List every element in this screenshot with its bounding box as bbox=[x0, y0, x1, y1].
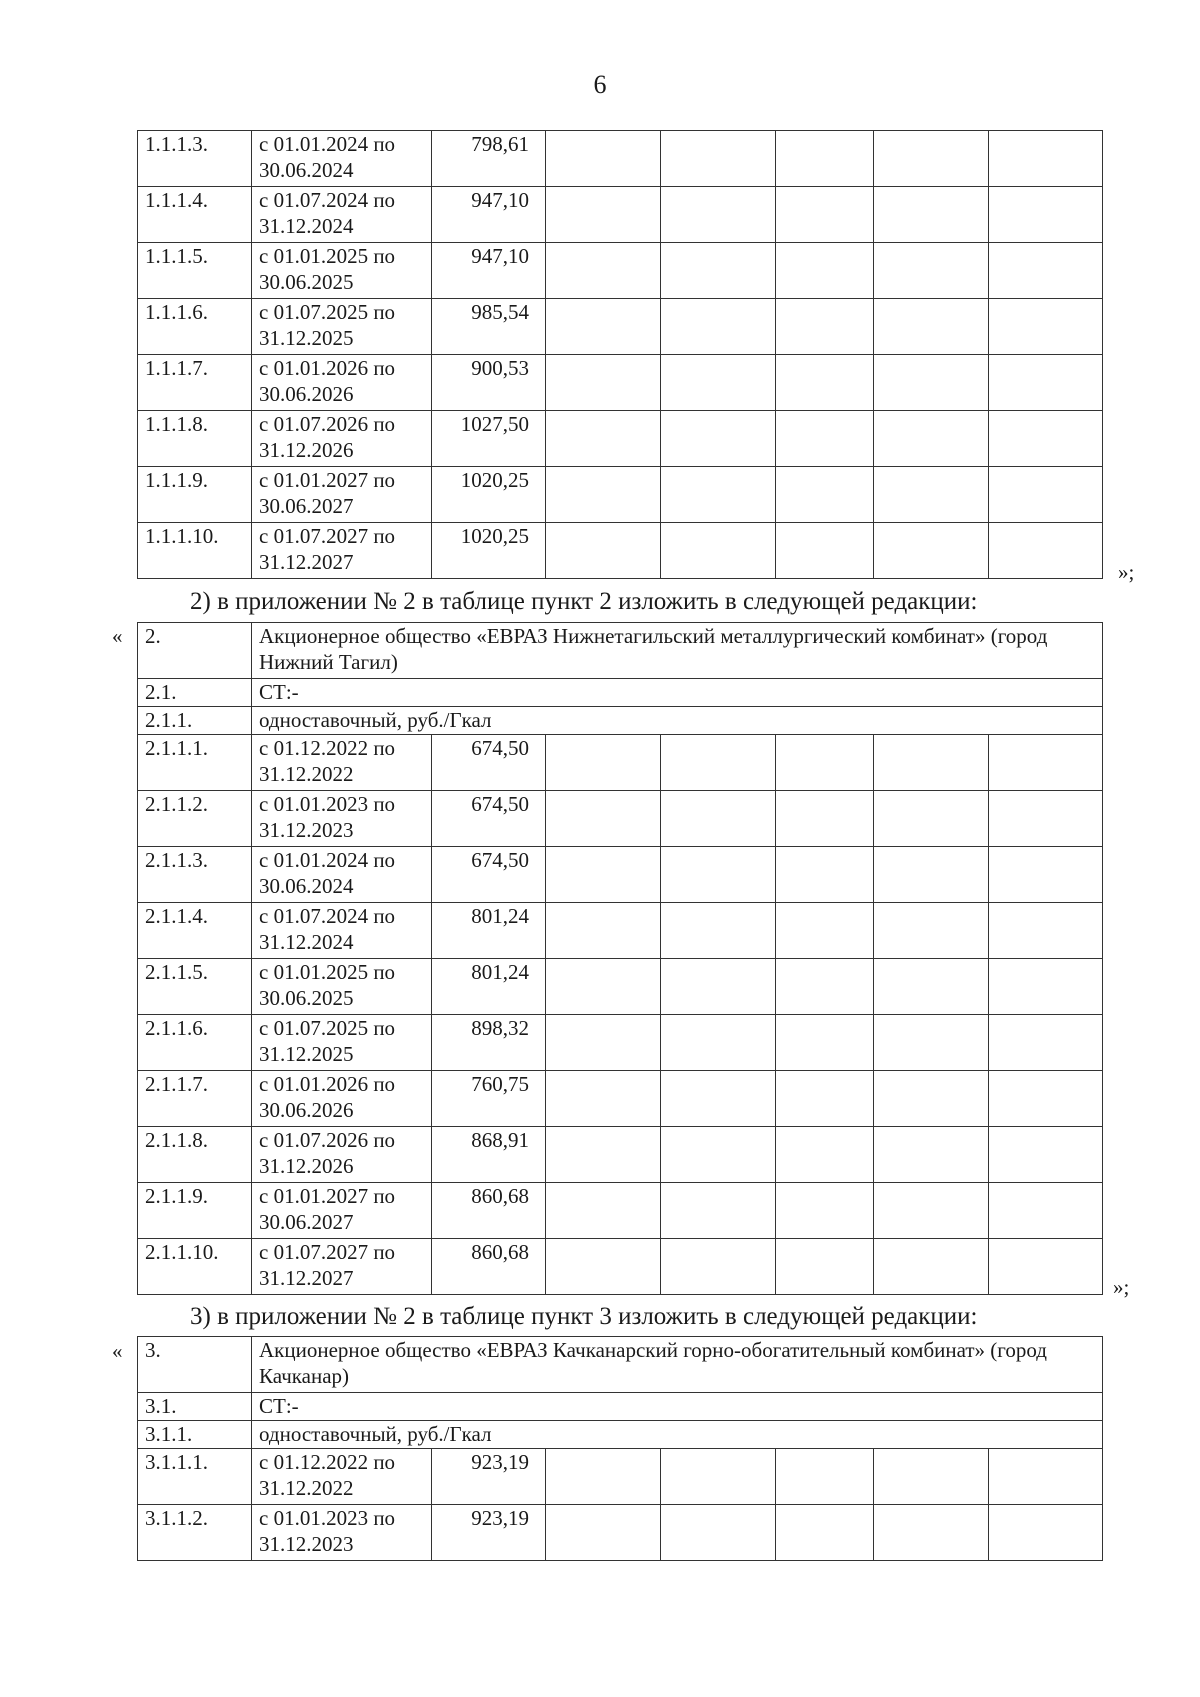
empty-cell bbox=[661, 523, 776, 579]
page-number: 6 bbox=[593, 70, 607, 99]
period-start: с 01.01.2025 по bbox=[259, 960, 396, 984]
empty-cell bbox=[989, 735, 1103, 791]
period-end: 30.06.2024 bbox=[259, 874, 354, 898]
period-end: 30.06.2025 bbox=[259, 986, 354, 1010]
row-number: 2.1.1.7. bbox=[138, 1071, 252, 1127]
period bbox=[252, 735, 432, 791]
period bbox=[252, 131, 432, 187]
empty-cell bbox=[874, 847, 989, 903]
empty-cell bbox=[546, 903, 661, 959]
empty-cell bbox=[989, 847, 1103, 903]
tariff-value: 860,68 bbox=[432, 1239, 546, 1295]
table-row bbox=[138, 1127, 1103, 1183]
empty-cell bbox=[874, 791, 989, 847]
empty-cell bbox=[874, 355, 989, 411]
period-start: с 01.07.2026 по bbox=[259, 1128, 396, 1152]
row-number: 1.1.1.9. bbox=[138, 467, 252, 523]
empty-cell bbox=[874, 467, 989, 523]
period bbox=[252, 1071, 432, 1127]
period-start: с 01.01.2026 по bbox=[259, 1072, 396, 1096]
empty-cell bbox=[989, 187, 1103, 243]
empty-cell bbox=[661, 131, 776, 187]
table-row bbox=[138, 523, 1103, 579]
row-number: 2.1.1.10. bbox=[138, 1239, 252, 1295]
empty-cell bbox=[661, 467, 776, 523]
open-quote: « bbox=[112, 1339, 123, 1363]
empty-cell bbox=[661, 411, 776, 467]
row-number: 2.1.1.2. bbox=[138, 791, 252, 847]
empty-cell bbox=[776, 1449, 874, 1505]
empty-cell bbox=[874, 299, 989, 355]
period-start: с 01.07.2025 по bbox=[259, 1016, 396, 1040]
empty-cell bbox=[546, 847, 661, 903]
row-number: 1.1.1.5. bbox=[138, 243, 252, 299]
empty-cell bbox=[776, 847, 874, 903]
empty-cell bbox=[776, 1505, 874, 1561]
table-row bbox=[138, 847, 1103, 903]
tariff-value: 898,32 bbox=[432, 1015, 546, 1071]
period-start: с 01.07.2027 по bbox=[259, 1240, 396, 1264]
row-number: 1.1.1.3. bbox=[138, 131, 252, 187]
empty-cell bbox=[661, 1449, 776, 1505]
period-end: 31.12.2022 bbox=[259, 762, 354, 786]
empty-cell bbox=[989, 1183, 1103, 1239]
tariff-table-1 bbox=[137, 130, 1103, 579]
table-row bbox=[138, 243, 1103, 299]
empty-cell bbox=[661, 299, 776, 355]
empty-cell bbox=[546, 735, 661, 791]
empty-cell bbox=[546, 187, 661, 243]
period bbox=[252, 1449, 432, 1505]
tariff-value: 801,24 bbox=[432, 959, 546, 1015]
tariff-value: 801,24 bbox=[432, 903, 546, 959]
tariff-value: 1020,25 bbox=[432, 523, 546, 579]
empty-cell bbox=[546, 959, 661, 1015]
empty-cell bbox=[546, 1127, 661, 1183]
row-number: 2.1.1.1. bbox=[138, 735, 252, 791]
period-end: 31.12.2027 bbox=[259, 1266, 354, 1290]
row-number: 2.1.1.4. bbox=[138, 903, 252, 959]
open-quote: « bbox=[112, 624, 123, 648]
table-row bbox=[138, 1239, 1103, 1295]
period-end: 30.06.2026 bbox=[259, 1098, 354, 1122]
item-number: 3.1.1. bbox=[138, 1421, 252, 1449]
tariff-value: 923,19 bbox=[432, 1449, 546, 1505]
tariff-value: 923,19 bbox=[432, 1505, 546, 1561]
empty-cell bbox=[546, 299, 661, 355]
table-row bbox=[138, 467, 1103, 523]
empty-cell bbox=[546, 1505, 661, 1561]
empty-cell bbox=[776, 903, 874, 959]
table-row bbox=[138, 1071, 1103, 1127]
empty-cell bbox=[776, 187, 874, 243]
empty-cell bbox=[776, 355, 874, 411]
period bbox=[252, 467, 432, 523]
empty-cell bbox=[989, 1239, 1103, 1295]
empty-cell bbox=[546, 1183, 661, 1239]
empty-cell bbox=[546, 1071, 661, 1127]
empty-cell bbox=[776, 1015, 874, 1071]
empty-cell bbox=[546, 355, 661, 411]
empty-cell bbox=[989, 411, 1103, 467]
period bbox=[252, 355, 432, 411]
organization-name: Акционерное общество «ЕВРАЗ Нижнетагильский металлургический комбинат» (город Нижний Тагил) bbox=[252, 623, 1103, 679]
empty-cell bbox=[776, 243, 874, 299]
row-number: 1.1.1.7. bbox=[138, 355, 252, 411]
empty-cell bbox=[546, 1449, 661, 1505]
empty-cell bbox=[661, 791, 776, 847]
empty-cell bbox=[989, 1015, 1103, 1071]
empty-cell bbox=[776, 1239, 874, 1295]
empty-cell bbox=[546, 1015, 661, 1071]
empty-cell bbox=[776, 735, 874, 791]
period bbox=[252, 187, 432, 243]
row-number: 2.1.1.3. bbox=[138, 847, 252, 903]
empty-cell bbox=[874, 1183, 989, 1239]
period-end: 31.12.2025 bbox=[259, 1042, 354, 1066]
empty-cell bbox=[546, 791, 661, 847]
empty-cell bbox=[874, 131, 989, 187]
empty-cell bbox=[874, 1505, 989, 1561]
empty-cell bbox=[661, 1015, 776, 1071]
period-start: с 01.07.2027 по bbox=[259, 524, 396, 548]
organization-name: Акционерное общество «ЕВРАЗ Качканарский горно-обогатительный комбинат» (город Качканар) bbox=[252, 1337, 1103, 1393]
empty-cell bbox=[776, 959, 874, 1015]
tariff-table-3 bbox=[137, 1336, 1103, 1561]
empty-cell bbox=[874, 903, 989, 959]
period-end: 31.12.2026 bbox=[259, 438, 354, 462]
empty-cell bbox=[874, 1127, 989, 1183]
empty-cell bbox=[546, 411, 661, 467]
tariff-value: 674,50 bbox=[432, 735, 546, 791]
period bbox=[252, 1239, 432, 1295]
period-end: 31.12.2024 bbox=[259, 214, 354, 238]
table-row bbox=[138, 411, 1103, 467]
empty-cell bbox=[989, 903, 1103, 959]
row-number: 1.1.1.10. bbox=[138, 523, 252, 579]
empty-cell bbox=[989, 355, 1103, 411]
item-number: 2. bbox=[138, 623, 252, 679]
period bbox=[252, 1183, 432, 1239]
empty-cell bbox=[661, 735, 776, 791]
period-end: 31.12.2023 bbox=[259, 1532, 354, 1556]
row-number: 1.1.1.4. bbox=[138, 187, 252, 243]
period-end: 31.12.2025 bbox=[259, 326, 354, 350]
empty-cell bbox=[874, 1449, 989, 1505]
tariff-value: 900,53 bbox=[432, 355, 546, 411]
item-number: 3. bbox=[138, 1337, 252, 1393]
period-end: 31.12.2027 bbox=[259, 550, 354, 574]
empty-cell bbox=[661, 1127, 776, 1183]
empty-cell bbox=[661, 959, 776, 1015]
tariff-value: 674,50 bbox=[432, 847, 546, 903]
empty-cell bbox=[661, 243, 776, 299]
period-start: с 01.01.2023 по bbox=[259, 1506, 396, 1530]
rate-type: одноставочный, руб./Гкал bbox=[252, 1421, 1103, 1449]
row-number: 1.1.1.8. bbox=[138, 411, 252, 467]
empty-cell bbox=[661, 355, 776, 411]
empty-cell bbox=[661, 1505, 776, 1561]
empty-cell bbox=[989, 467, 1103, 523]
period bbox=[252, 1015, 432, 1071]
row-number: 2.1.1.5. bbox=[138, 959, 252, 1015]
empty-cell bbox=[776, 523, 874, 579]
period-end: 31.12.2026 bbox=[259, 1154, 354, 1178]
period bbox=[252, 523, 432, 579]
period-end: 30.06.2027 bbox=[259, 1210, 354, 1234]
table-row bbox=[138, 355, 1103, 411]
period-start: с 01.07.2026 по bbox=[259, 412, 396, 436]
table-row bbox=[138, 1015, 1103, 1071]
empty-cell bbox=[776, 1071, 874, 1127]
period-start: с 01.01.2024 по bbox=[259, 848, 396, 872]
row-number: 1.1.1.6. bbox=[138, 299, 252, 355]
empty-cell bbox=[661, 847, 776, 903]
period-end: 30.06.2026 bbox=[259, 382, 354, 406]
tariff-value: 1027,50 bbox=[432, 411, 546, 467]
empty-cell bbox=[989, 1071, 1103, 1127]
row-number: 2.1.1.9. bbox=[138, 1183, 252, 1239]
empty-cell bbox=[989, 791, 1103, 847]
table-row bbox=[138, 735, 1103, 791]
row-number: 3.1.1.2. bbox=[138, 1505, 252, 1561]
empty-cell bbox=[546, 467, 661, 523]
tariff-value: 985,54 bbox=[432, 299, 546, 355]
period-start: с 01.01.2025 по bbox=[259, 244, 396, 268]
empty-cell bbox=[661, 1239, 776, 1295]
instruction-item-3: 3) в приложении № 2 в таблице пункт 3 изложить в следующей редакции: bbox=[190, 1303, 978, 1330]
empty-cell bbox=[989, 299, 1103, 355]
tariff-value: 798,61 bbox=[432, 131, 546, 187]
empty-cell bbox=[546, 1239, 661, 1295]
empty-cell bbox=[776, 1183, 874, 1239]
empty-cell bbox=[776, 131, 874, 187]
period bbox=[252, 243, 432, 299]
empty-cell bbox=[989, 523, 1103, 579]
rate-type: одноставочный, руб./Гкал bbox=[252, 707, 1103, 735]
close-quote: »; bbox=[1113, 1275, 1130, 1299]
tariff-value: 868,91 bbox=[432, 1127, 546, 1183]
empty-cell bbox=[776, 791, 874, 847]
period bbox=[252, 959, 432, 1015]
period-end: 30.06.2027 bbox=[259, 494, 354, 518]
table-row bbox=[138, 1183, 1103, 1239]
empty-cell bbox=[989, 131, 1103, 187]
table-row bbox=[138, 131, 1103, 187]
period-start: с 01.01.2027 по bbox=[259, 468, 396, 492]
period bbox=[252, 903, 432, 959]
empty-cell bbox=[546, 523, 661, 579]
table-row bbox=[138, 959, 1103, 1015]
empty-cell bbox=[661, 1071, 776, 1127]
empty-cell bbox=[546, 131, 661, 187]
table-row bbox=[138, 1449, 1103, 1505]
period-end: 30.06.2024 bbox=[259, 158, 354, 182]
empty-cell bbox=[661, 187, 776, 243]
tariff-table-2 bbox=[137, 622, 1103, 1295]
table-row bbox=[138, 791, 1103, 847]
empty-cell bbox=[874, 1239, 989, 1295]
period-start: с 01.01.2024 по bbox=[259, 132, 396, 156]
tariff-value: 947,10 bbox=[432, 187, 546, 243]
table-row bbox=[138, 903, 1103, 959]
empty-cell bbox=[874, 1015, 989, 1071]
empty-cell bbox=[874, 523, 989, 579]
tariff-value: 860,68 bbox=[432, 1183, 546, 1239]
empty-cell bbox=[874, 1071, 989, 1127]
tariff-type: СТ:- bbox=[252, 1393, 1103, 1421]
period-end: 30.06.2025 bbox=[259, 270, 354, 294]
empty-cell bbox=[989, 1505, 1103, 1561]
period-start: с 01.07.2025 по bbox=[259, 300, 396, 324]
tariff-value: 674,50 bbox=[432, 791, 546, 847]
period-end: 31.12.2024 bbox=[259, 930, 354, 954]
table-row bbox=[138, 299, 1103, 355]
period-start: с 01.01.2026 по bbox=[259, 356, 396, 380]
period bbox=[252, 791, 432, 847]
empty-cell bbox=[776, 467, 874, 523]
period-start: с 01.01.2023 по bbox=[259, 792, 396, 816]
empty-cell bbox=[776, 411, 874, 467]
tariff-value: 947,10 bbox=[432, 243, 546, 299]
empty-cell bbox=[989, 1127, 1103, 1183]
empty-cell bbox=[874, 959, 989, 1015]
period-end: 31.12.2023 bbox=[259, 818, 354, 842]
period-start: с 01.12.2022 по bbox=[259, 1450, 396, 1474]
tariff-type: СТ:- bbox=[252, 679, 1103, 707]
period-start: с 01.07.2024 по bbox=[259, 904, 396, 928]
empty-cell bbox=[989, 1449, 1103, 1505]
item-number: 3.1. bbox=[138, 1393, 252, 1421]
table-row bbox=[138, 1505, 1103, 1561]
period-start: с 01.12.2022 по bbox=[259, 736, 396, 760]
empty-cell bbox=[874, 411, 989, 467]
period bbox=[252, 847, 432, 903]
period-start: с 01.01.2027 по bbox=[259, 1184, 396, 1208]
period bbox=[252, 1127, 432, 1183]
empty-cell bbox=[989, 959, 1103, 1015]
empty-cell bbox=[874, 735, 989, 791]
empty-cell bbox=[989, 243, 1103, 299]
row-number: 2.1.1.8. bbox=[138, 1127, 252, 1183]
tariff-value: 1020,25 bbox=[432, 467, 546, 523]
row-number: 2.1.1.6. bbox=[138, 1015, 252, 1071]
row-number: 3.1.1.1. bbox=[138, 1449, 252, 1505]
tariff-value: 760,75 bbox=[432, 1071, 546, 1127]
item-number: 2.1. bbox=[138, 679, 252, 707]
table-row bbox=[138, 187, 1103, 243]
empty-cell bbox=[776, 1127, 874, 1183]
empty-cell bbox=[661, 1183, 776, 1239]
period-start: с 01.07.2024 по bbox=[259, 188, 396, 212]
item-number: 2.1.1. bbox=[138, 707, 252, 735]
period bbox=[252, 1505, 432, 1561]
empty-cell bbox=[874, 243, 989, 299]
empty-cell bbox=[776, 299, 874, 355]
empty-cell bbox=[661, 903, 776, 959]
close-quote: »; bbox=[1118, 560, 1135, 584]
instruction-item-2: 2) в приложении № 2 в таблице пункт 2 изложить в следующей редакции: bbox=[190, 588, 978, 615]
period bbox=[252, 411, 432, 467]
period-end: 31.12.2022 bbox=[259, 1476, 354, 1500]
empty-cell bbox=[546, 243, 661, 299]
empty-cell bbox=[874, 187, 989, 243]
period bbox=[252, 299, 432, 355]
